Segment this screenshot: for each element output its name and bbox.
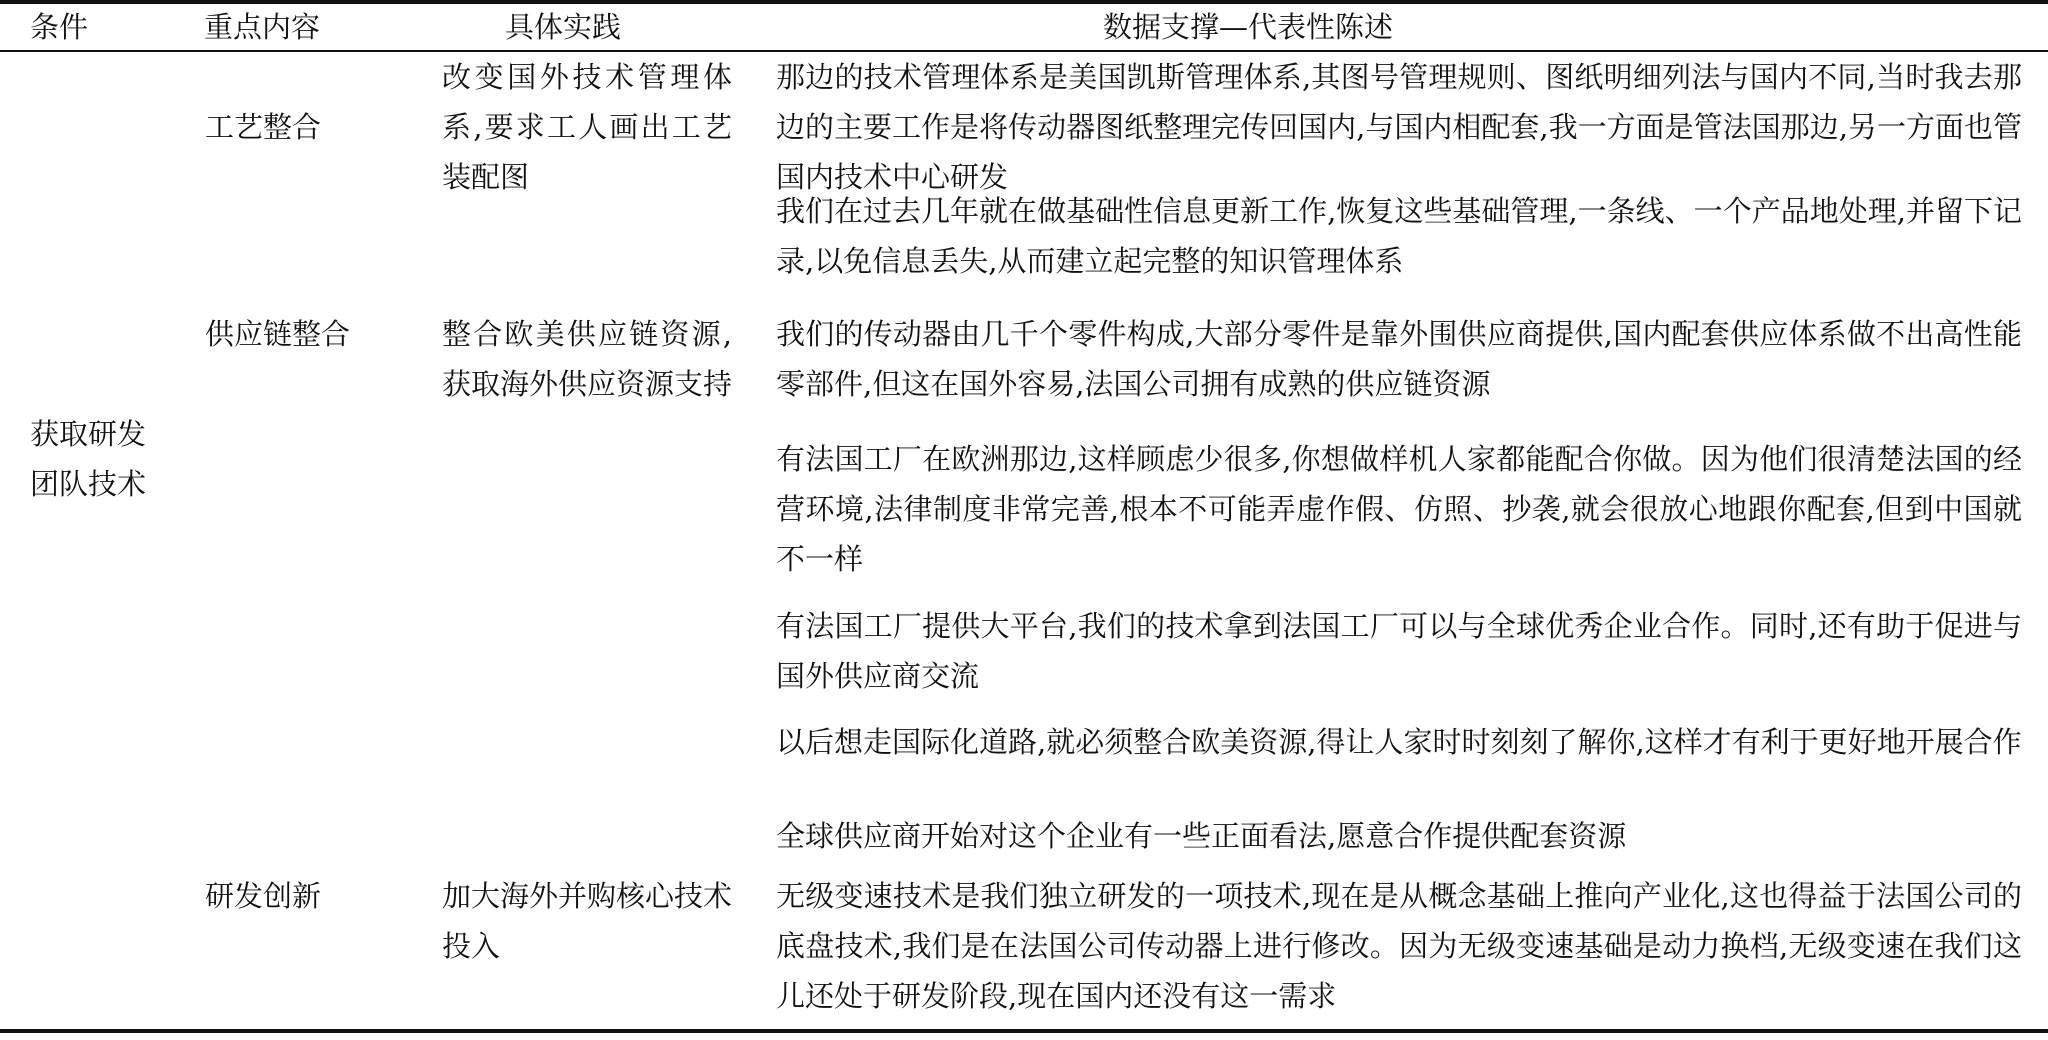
evidence-supply-3: 有法国工厂提供大平台,我们的技术拿到法国工厂可以与全球优秀企业合作。同时,还有助于促进与国外供应商交流 [776, 609, 2022, 693]
focus-supply-chain: 供应链整合 [205, 317, 351, 351]
header-practice: 具体实践 [505, 10, 622, 44]
header-condition: 条件 [30, 10, 89, 44]
condition-line-2: 团队技术 [30, 467, 147, 501]
condition-line-1: 获取研发 [30, 417, 147, 451]
practice-process-integration: 改变国外技术管理体系,要求工人画出工艺装配图 [442, 60, 732, 194]
focus-rd-innovation: 研发创新 [205, 879, 322, 913]
evidence-supply-5: 全球供应商开始对这个企业有一些正面看法,愿意合作提供配套资源 [776, 819, 1627, 853]
table-bottom-rule [0, 1029, 2048, 1033]
evidence-process-1: 那边的技术管理体系是美国凯斯管理体系,其图号管理规则、图纸明细列法与国内不同,当时我去那边的主要工作是将传动器图纸整理完传回国内,与国内相配套,我一方面是管法国那边,另一方面也管国内技术中心研发 [776, 60, 2022, 194]
practice-rd-innovation: 加大海外并购核心技术投入 [442, 879, 733, 963]
practice-supply-chain: 整合欧美供应链资源,获取海外供应资源支持 [442, 317, 733, 401]
evidence-supply-1: 我们的传动器由几千个零件构成,大部分零件是靠外围供应商提供,国内配套供应体系做不出高性能零部件,但这在国外容易,法国公司拥有成熟的供应链资源 [776, 317, 2022, 401]
header-evidence: 数据支撑—代表性陈述 [1103, 10, 1394, 44]
evidence-process-2: 我们在过去几年就在做基础性信息更新工作,恢复这些基础管理,一条线、一个产品地处理,并留下记录,以免信息丢失,从而建立起完整的知识管理体系 [776, 194, 2022, 278]
evidence-supply-2: 有法国工厂在欧洲那边,这样顾虑少很多,你想做样机人家都能配合你做。因为他们很清楚法国的经营环境,法律制度非常完善,根本不可能弄虚作假、仿照、抄袭,就会很放心地跟你配套,但到中国就不一样 [776, 442, 2022, 576]
header-focus: 重点内容 [204, 10, 321, 44]
focus-process-integration: 工艺整合 [205, 110, 322, 144]
evidence-supply-4: 以后想走国际化道路,就必须整合欧美资源,得让人家时时刻刻了解你,这样才有利于更好地开展合作 [776, 725, 2022, 759]
evidence-rd-1: 无级变速技术是我们独立研发的一项技术,现在是从概念基础上推向产业化,这也得益于法国公司的底盘技术,我们是在法国公司传动器上进行修改。因为无级变速基础是动力换档,无级变速在我们这儿还处于研发阶段,现在国内还没有这一需求 [776, 879, 2022, 1013]
